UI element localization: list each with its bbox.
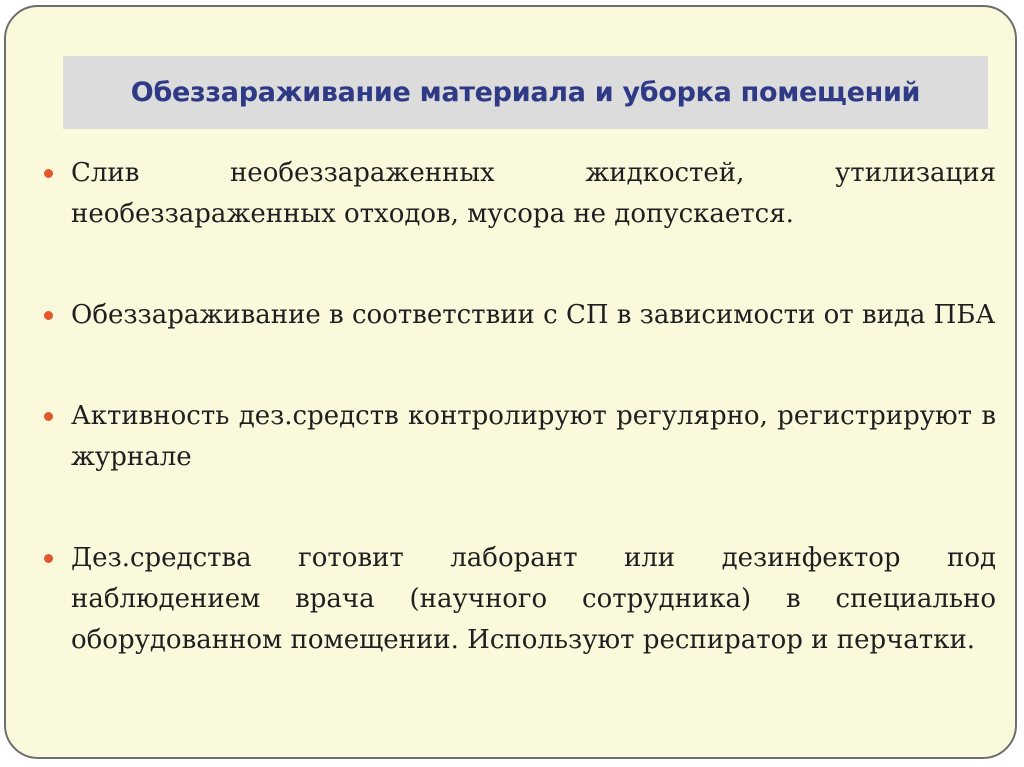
bullet-dot-icon [44,412,53,421]
slide-title: Обеззараживание материала и уборка помещений [130,77,921,108]
bullet-dot-icon [44,554,53,563]
bullet-text: Слив необеззараженных жидкостей, утилизация необеззараженных отходов, мусора не допускается. [71,158,996,229]
bullet-dot-icon [44,169,53,178]
bullet-text: Обеззараживание в соответствии с СП в зависимости от вида ПБА [71,300,996,330]
title-bar [63,56,988,129]
slide-frame [4,5,1017,759]
bullet-item [44,295,996,336]
bullet-item [44,538,996,661]
bullet-item [44,153,996,235]
bullet-list [44,153,996,661]
bullet-text: Активность дез.средств контролируют регулярно, регистрируют в журнале [71,401,996,472]
bullet-item [44,396,996,478]
bullet-text: Дез.средства готовит лаборант или дезинфектор под наблюдением врача (научного сотрудника) в специально оборудованном помещении. Используют респиратор и перчатки. [71,543,996,655]
bullet-dot-icon [44,311,53,320]
